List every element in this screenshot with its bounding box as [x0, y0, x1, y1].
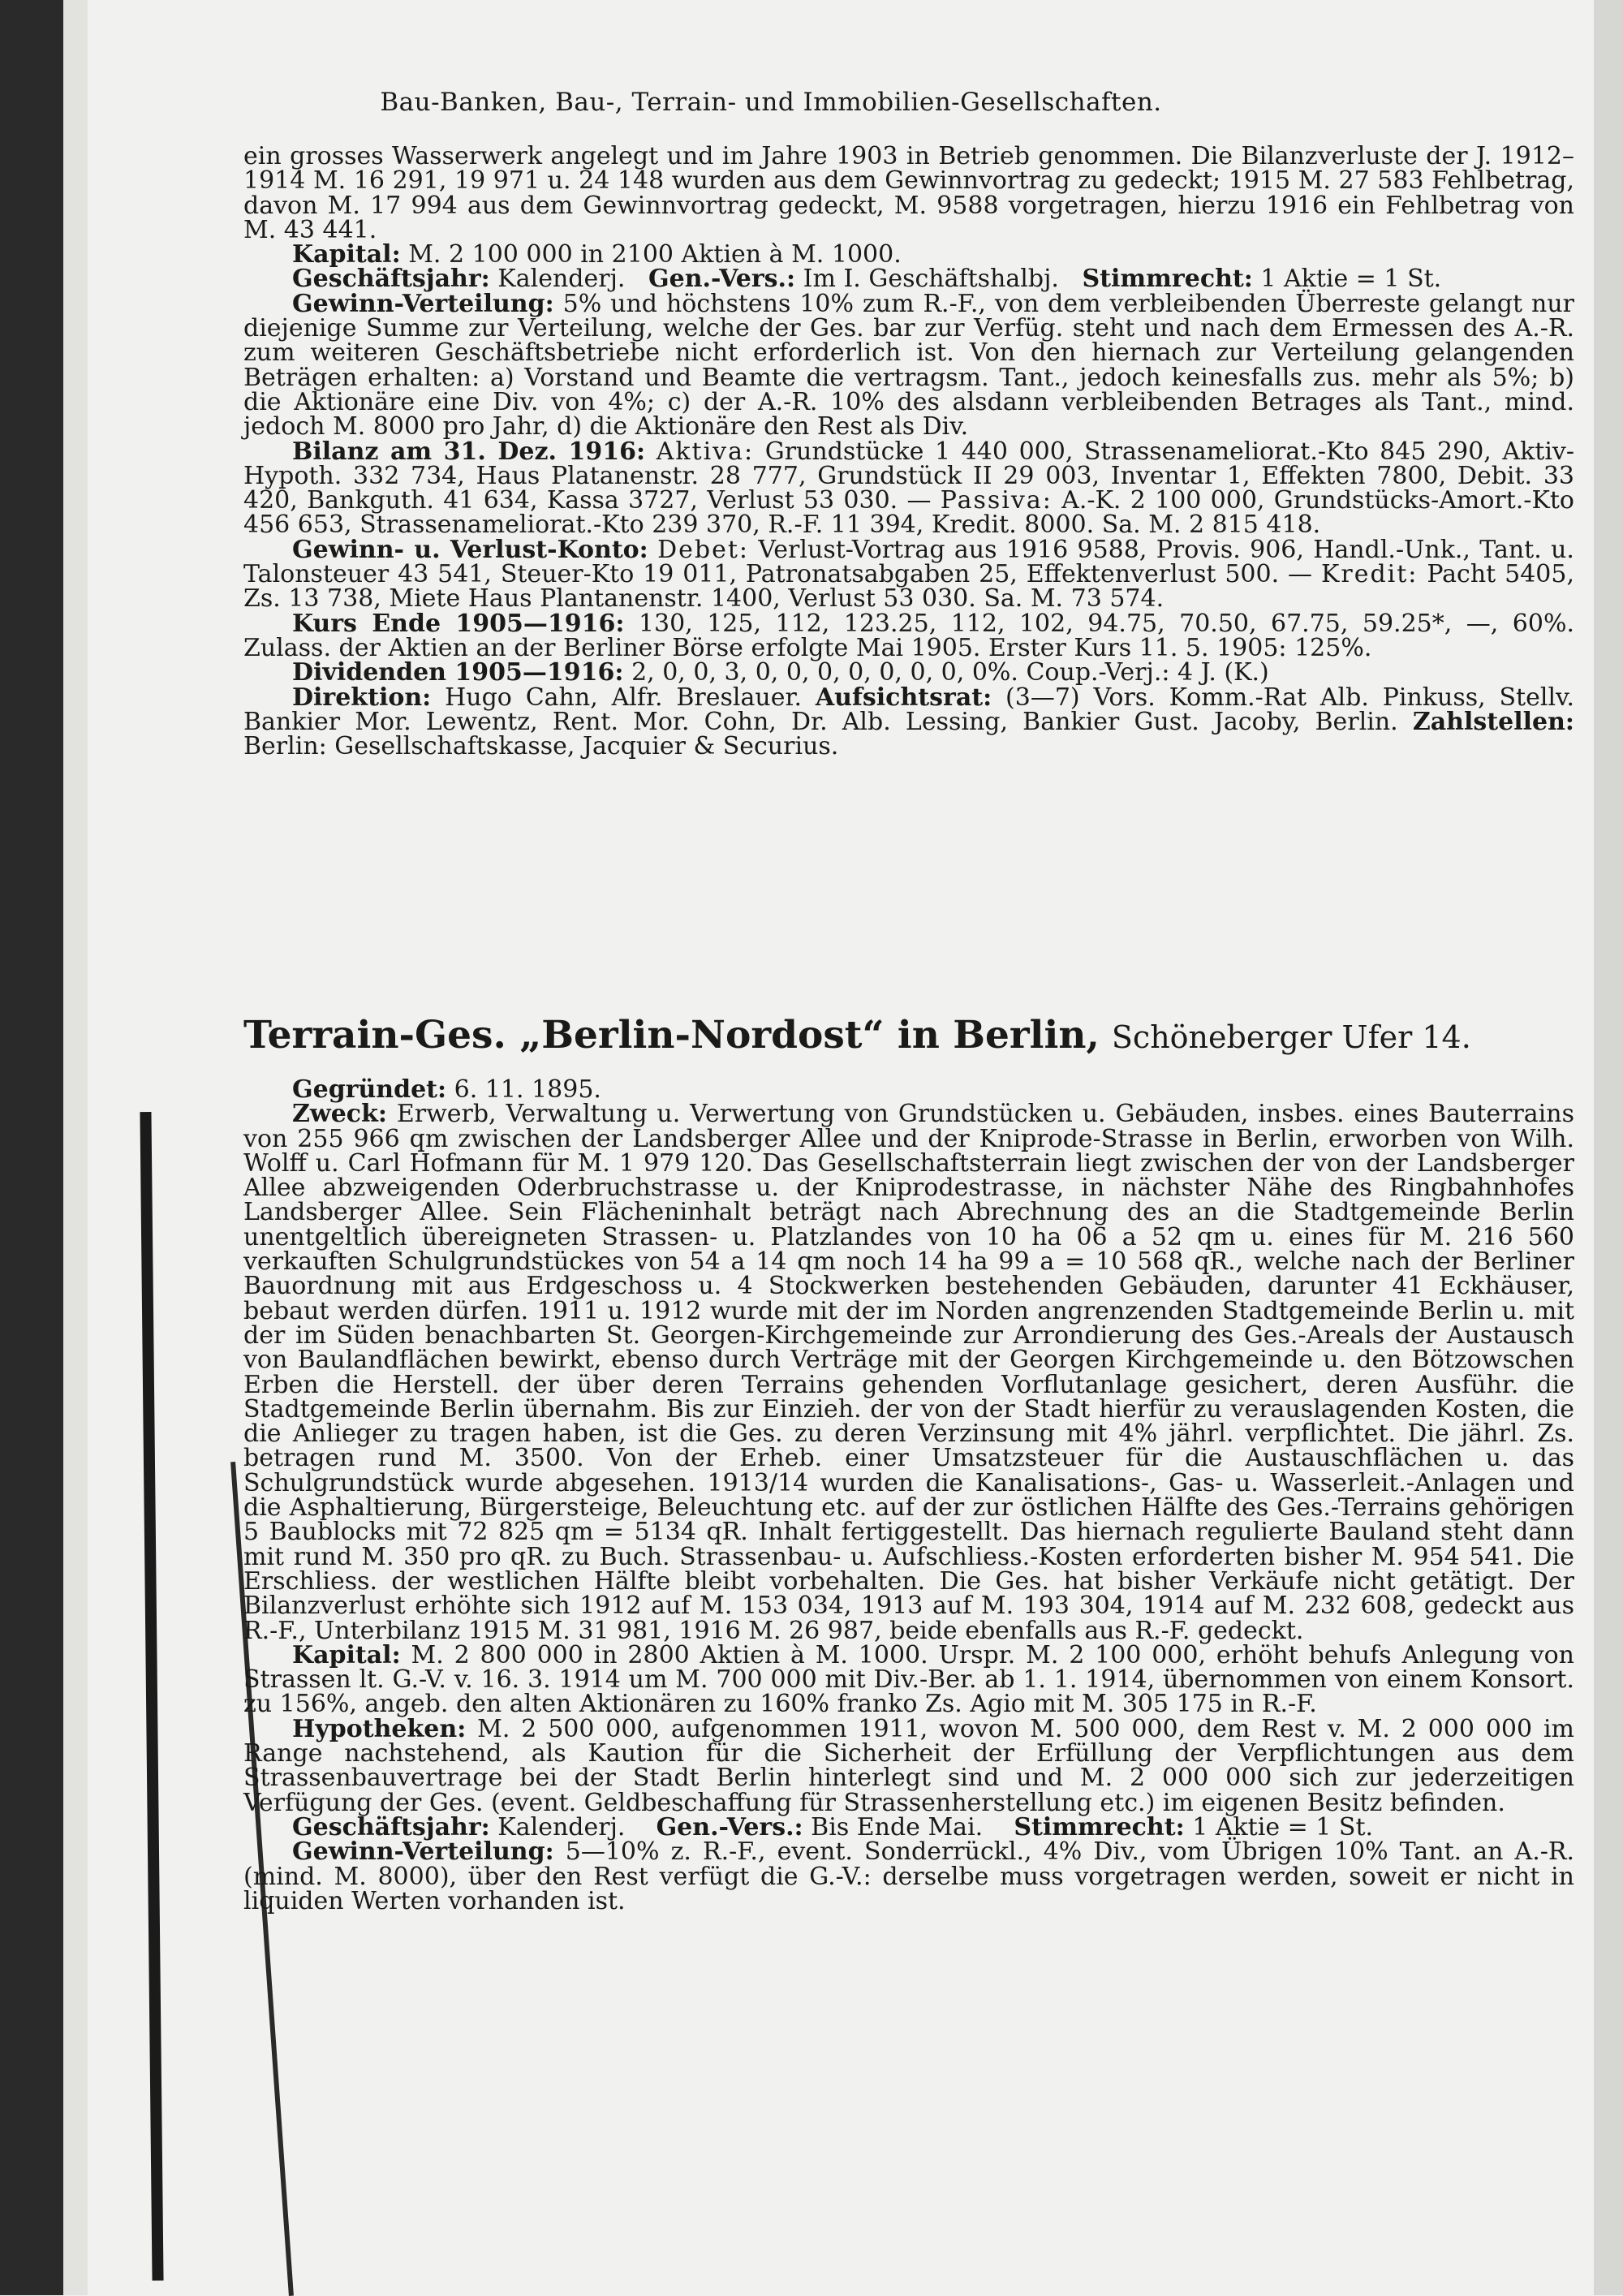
gewinn-verteilung-paragraph: Gewinn-Verteilung: 5—10% z. R.-F., event. Sonderrückl., 4% Div., vom Übrigen 10% Tant. an A.-R. (mind. M. 8000), über den Rest verfügt die G.-V.: derselbe muss vorgetragen werden, soweit er nicht in liquiden Werten vorhanden ist. [243, 1837, 1574, 1915]
page-crease [140, 1112, 163, 2281]
running-head: Bau-Banken, Bau-, Terrain- und Immobilien-Gesellschaften. [380, 88, 1162, 117]
scan-gutter [63, 0, 88, 2295]
gewinn-verteilung-paragraph: Gewinn-Verteilung: 5% und höchstens 10% zum R.-F., von dem verbleibenden Überreste gelangt nur diejenige Summe zur Verteilung, welche der Ges. bar zur Verfüg. steht und nach dem Ermessen des A.-R. zum weiteren Geschäftsbetriebe nicht erforderlich ist. Von den hiernach zur Verteilung gelangenden Beträgen erhalten: a) Vorstand und Beamte die vertragsm. Tant., jedoch keinesfalls zus. mehr als 5%; b) die Aktionäre eine Div. von 4%; c) der A.-R. 10% des alsdann verbleibenden Betrages als Tant., mind. jedoch M. 8000 pro Jahr, d) die Aktionäre den Rest als Div. [243, 289, 1574, 442]
scan-edge-right [1594, 0, 1623, 2295]
direktion-paragraph: Direktion: Hugo Cahn, Alfr. Breslauer. Aufsichtsrat: (3—7) Vors. Komm.-Rat Alb. Pinkuss, Stellv. Bankier Mor. Lewentz, Rent. Mor. Cohn, Dr. Alb. Lessing, Bankier Gust. Jacoby, Berlin. Zahlstellen: Berlin: Gesellschaftskasse, Jacquier & Securius. [243, 683, 1574, 761]
company-entry-berlin-nordost [243, 1075, 1574, 1915]
company-entry-continued [243, 144, 1574, 759]
scan-edge-left [0, 0, 63, 2295]
dividenden-paragraph: Dividenden 1905—1916: 2, 0, 0, 3, 0, 0, 0, 0, 0, 0, 0, 0%. Coup.-Verj.: 4 J. (K.) [292, 658, 1269, 687]
geschaeftsjahr-paragraph: Geschäftsjahr: Kalenderj. Gen.-Vers.: Bis Ende Mai. Stimmrecht: 1 Aktie = 1 St. [292, 1812, 1374, 1842]
kapital-paragraph: Kapital: M. 2 100 000 in 2100 Aktien à M. 1000. [292, 240, 902, 269]
bilanz-paragraph: Bilanz am 31. Dez. 1916: Aktiva: Grundstücke 1 440 000, Strassenameliorat.-Kto 845 290, Aktiv-Hypoth. 332 734, Haus Platanenstr. 28 777, Grundstück II 29 003, Inventar 1, Effekten 7800, Debit. 33 420, Bankguth. 41 634, Kassa 3727, Verlust 53 030. — Passiva: A.-K. 2 100 000, Grundstücks-Amort.-Kto 456 653, Strassenameliorat.-Kto 239 370, R.-F. 11 394, Kredit. 8000. Sa. M. 2 815 418. [243, 437, 1575, 540]
firm-name: Terrain-Ges. „Berlin-Nordost“ in Berlin, [243, 1013, 1100, 1058]
hypotheken-paragraph: Hypotheken: M. 2 500 000, aufgenommen 1911, wovon M. 500 000, dem Rest v. M. 2 000 000 im Range nachstehend, als Kaution für die Sicherheit der Erfüllung der Verpflichtungen aus dem Strassenbauvertrage bei der Stadt Berlin hinterlegt sind und M. 2 000 000 sich zur jederzeitigen Verfügung der Ges. (event. Geldbeschaffung für Strassenherstellung etc.) im eigenen Besitz befinden. [243, 1714, 1574, 1817]
intro-paragraph: ein grosses Wasserwerk angelegt und im Jahre 1903 in Betrieb genommen. Die Bilanzverluste der J. 1912–1914 M. 16 291, 19 971 u. 24 148 wurden aus dem Gewinnvortrag zu gedeckt; 1915 M. 27 583 Fehlbetrag, davon M. 17 994 aus dem Gewinnvortrag gedeckt, M. 9588 vorgetragen, hierzu 1916 ein Fehlbetrag von M. 43 441. [243, 142, 1574, 244]
kapital-paragraph: Kapital: M. 2 800 000 in 2800 Aktien à M. 1000. Urspr. M. 2 100 000, erhöht behufs Anlegung von Strassen lt. G.-V. v. 16. 3. 1914 um M. 700 000 mit Div.-Ber. ab 1. 1. 1914, übernommen von einem Konsort. zu 156%, angeb. den alten Aktionären zu 160% franko Zs. Agio mit M. 305 175 in R.-F. [243, 1640, 1574, 1719]
firm-address: Schöneberger Ufer 14. [1111, 1019, 1471, 1055]
firm-heading [243, 1013, 1574, 1060]
geschaeftsjahr-paragraph: Geschäftsjahr: Kalenderj. Gen.-Vers.: Im I. Geschäftshalbj. Stimmrecht: 1 Aktie = 1 St. [292, 265, 1442, 294]
zweck-paragraph: Zweck: Erwerb, Verwaltung u. Verwertung von Grundstücken u. Gebäuden, insbes. eines Bauterrains von 255 966 qm zwischen der Landsberger Allee und der Kniprode-Strasse in Berlin, erworben von Wilh. Wolff u. Carl Hofmann für M. 1 979 120. Das Gesellschaftsterrain liegt zwischen der von der Landsberger Allee abzweigenden Oderbruchstrasse u. der Kniprodestrasse, in nächster Nähe des Ringbahnhofes Landsberger Allee. Sein Flächeninhalt beträgt nach Abrechnung des an die Stadtgemeinde Berlin unentgeltlich übereigneten Strassen- u. Platzlandes von 10 ha 06 a 52 qm u. eines für M. 216 560 verkauften Schulgrundstückes von 54 a 14 qm noch 14 ha 99 a = 10 568 qR., welche nach der Berliner Bauordnung mit aus Erdgeschoss u. 4 Stockwerken bestehenden Gebäuden, darunter 41 Eckhäuser, bebaut werden dürfen. 1911 u. 1912 wurde mit der im Norden angrenzenden Stadtgemeinde Berlin u. mit der im Süden benachbarten St. Georgen-Kirchgemeinde zur Arrondierung des Ges.-Areals der Austausch von Baulandflächen bewirkt, ebenso durch Verträge mit der Georgen Kirchgemeinde u. den Bötzowschen Erben die Herstell. der über deren Terrains gehenden Vorflutanlage gesichert, deren Ausführ. die Stadtgemeinde Berlin übernahm. Bis zur Einzieh. der von der Stadt hierfür zu verauslagenden Kosten, die die Anlieger zu tragen haben, ist die Ges. zu deren Verzinsung mit 4% jährl. verpflichtet. Die jährl. Zs. betragen rund M. 3500. Von der Erheb. einer Umsatzsteuer für die Austauschflächen u. das Schulgrundstück wurde abgesehen. 1913/14 wurden die Kanalisations-, Gas- u. Wasserleit.-Anlagen und die Asphaltierung, Bürgersteige, Beleuchtung etc. auf der zur östlichen Hälfte des Ges.-Terrains gehörigen 5 Baublocks mit 72 825 qm = 5134 qR. Inhalt fertiggestellt. Das hiernach regulierte Bauland steht dann mit rund M. 350 pro qR. zu Buch. Strassenbau- u. Aufschliess.-Kosten erforderten bisher M. 954 541. Die Erschliess. der westlichen Hälfte bleibt vorbehalten. Die Ges. hat bisher Verkäufe nicht getätigt. Der Bilanzverlust erhöhte sich 1912 auf M. 153 034, 1913 auf M. 193 304, 1914 auf M. 232 608, gedeckt aus R.-F., Unterbilanz 1915 M. 31 981, 1916 M. 26 987, beide ebenfalls aus R.-F. gedeckt. [243, 1100, 1574, 1645]
gegruendet-paragraph: Gegründet: 6. 11. 1895. [292, 1075, 601, 1104]
kurs-paragraph: Kurs Ende 1905—1916: 130, 125, 112, 123.25, 112, 102, 94.75, 70.50, 67.75, 59.25*, —, 60%. Zulass. der Aktien an der Berliner Börse erfolgte Mai 1905. Erster Kurs 11. 5. 1905: 125%. [243, 609, 1574, 662]
guv-paragraph: Gewinn- u. Verlust-Konto: Debet: Verlust-Vortrag aus 1916 9588, Provis. 906, Handl.-Unk., Tant. u. Talonsteuer 43 541, Steuer-Kto 19 011, Patronatsabgaben 25, Effektenverlust 500. — Kredit: Pacht 5405, Zs. 13 738, Miete Haus Plantanenstr. 1400, Verlust 53 030. Sa. M. 73 574. [243, 535, 1574, 614]
